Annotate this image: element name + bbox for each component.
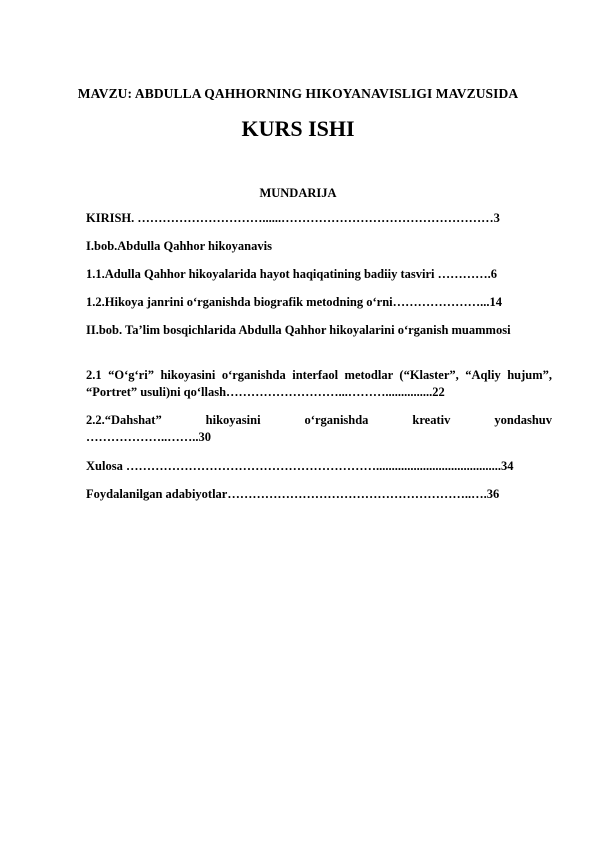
toc-entry-section-2-2-line1: 2.2.“Dahshat” hikoyasini o‘rganishda kreativ yondashuv: [86, 413, 552, 427]
toc-entry-section-1-1[interactable]: 1.1.Adulla Qahhor hikoyalarida hayot haqiqatining badiiy tasviri ………….6: [86, 267, 497, 281]
contents-heading: MUNDARIJA: [259, 186, 337, 200]
toc-entry-introduction[interactable]: KIRISH. …………………………......……………………………………………3: [86, 211, 500, 225]
toc-entry-section-2-2[interactable]: [86, 412, 552, 446]
toc-entry-section-1-2[interactable]: 1.2.Hikoya janrini o‘rganishda biografik metodning o‘rni…………………...14: [86, 295, 503, 309]
toc-entry-references[interactable]: Foydalanilgan adabiyotlar…………………………………………………..….36: [86, 487, 500, 501]
toc-entry-section-2-2-line2: ………………..……..30: [86, 430, 211, 444]
toc-entry-section-2-1[interactable]: 2.1 “O‘g‘ri” hikoyasini o‘rganishda interfaol metodlar (“Klaster”, “Aqliy hujum”, “Portret” usuli)ni qo‘llash………………………...………...............22: [86, 368, 552, 399]
toc-entry-chapter-1[interactable]: I.bob.Abdulla Qahhor hikoyanavis: [86, 239, 272, 253]
toc-entry-conclusion[interactable]: Xulosa ……………………………………………………........................................34: [86, 459, 514, 473]
document-topic: MAVZU: ABDULLA QAHHORNING HIKOYANAVISLIGI MAVZUSIDA: [77, 86, 519, 101]
toc-entry-chapter-2[interactable]: II.bob. Ta’lim bosqichlarida Abdulla Qahhor hikoyalarini o‘rganish muammosi: [86, 323, 511, 337]
document-title: KURS ISHI: [241, 116, 355, 141]
